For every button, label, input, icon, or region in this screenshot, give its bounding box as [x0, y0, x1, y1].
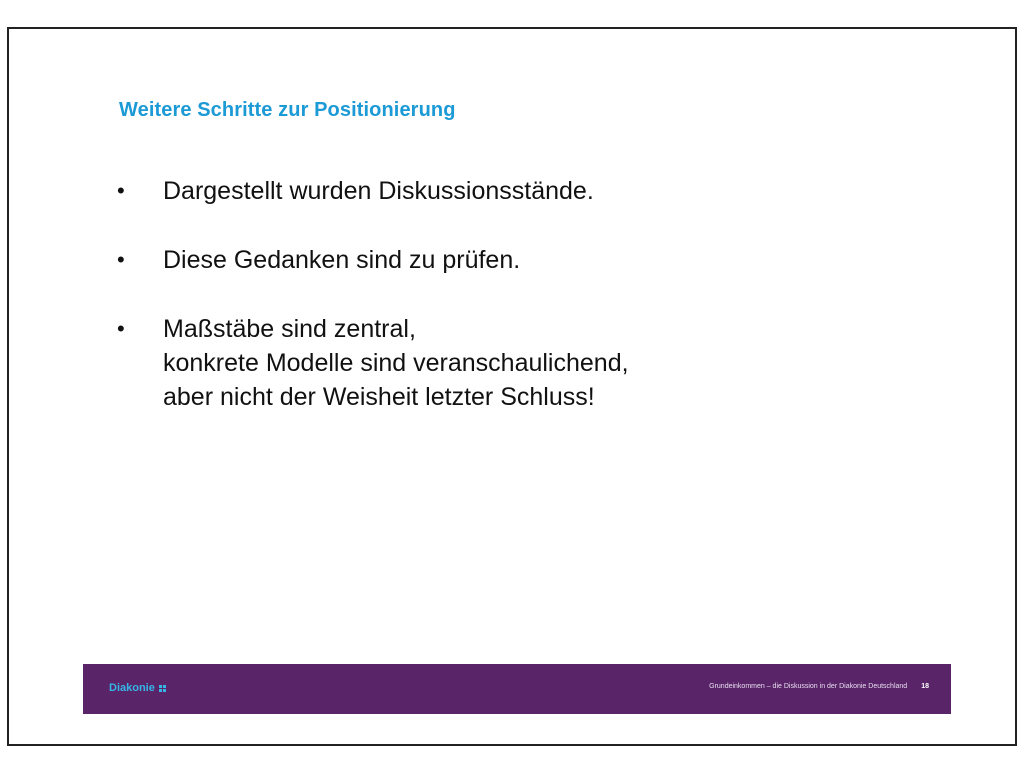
diakonie-cross-icon	[159, 685, 166, 692]
bullet-dot: •	[117, 178, 125, 203]
bullet-text: Diese Gedanken sind zu prüfen.	[163, 246, 521, 274]
bullet-item	[117, 174, 629, 208]
logo-text: Diakonie	[109, 682, 155, 694]
slide-frame	[7, 27, 1017, 746]
bullet-item	[117, 312, 629, 414]
footer-caption: Grundeinkommen – die Diskussion in der Diakonie Deutschland	[709, 683, 908, 690]
bullet-dot: •	[117, 316, 125, 341]
bullet-dot: •	[117, 247, 125, 272]
bullet-text: Maßstäbe sind zentral, konkrete Modelle sind veranschaulichend, aber nicht der Weisheit letzter Schluss!	[163, 315, 629, 411]
footer-info	[709, 683, 929, 690]
bullet-list	[117, 174, 629, 414]
slide-title: Weitere Schritte zur Positionierung	[119, 99, 456, 121]
bullet-text: Dargestellt wurden Diskussionsstände.	[163, 177, 594, 205]
diakonie-logo	[109, 682, 166, 694]
bullet-item	[117, 243, 629, 277]
page-number: 18	[921, 683, 929, 690]
footer-bar	[83, 664, 951, 714]
